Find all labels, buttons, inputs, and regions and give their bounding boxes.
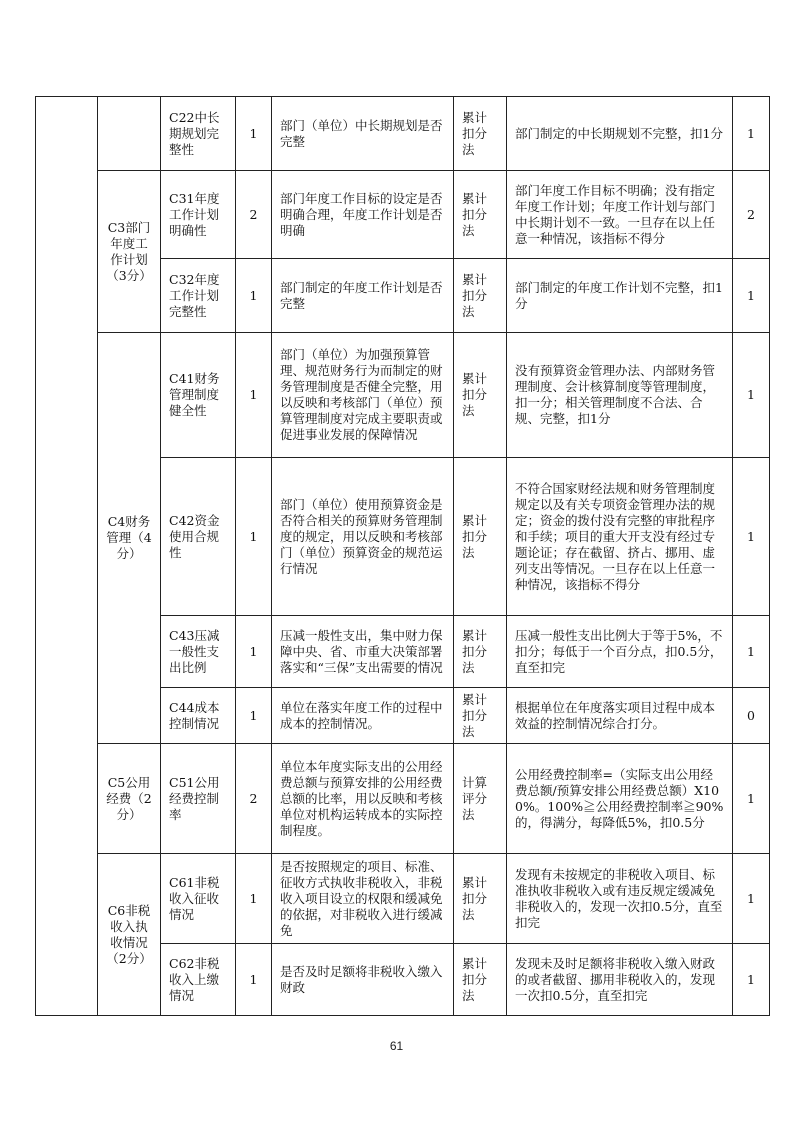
content-cell: 压减一般性支出，集中财力保障中央、省、市重大决策部署落实和“三保”支出需要的情况 bbox=[272, 616, 454, 688]
method-cell: 累计扣分法 bbox=[454, 333, 507, 458]
weight-cell: 1 bbox=[236, 944, 272, 1016]
content-cell: 部门制定的年度工作计划是否完整 bbox=[272, 259, 454, 333]
score-cell: 1 bbox=[733, 944, 770, 1016]
table-row bbox=[36, 744, 770, 854]
content-cell: 单位在落实年度工作的过程中成本的控制情况。 bbox=[272, 688, 454, 744]
table-row bbox=[36, 97, 770, 171]
table-row bbox=[36, 171, 770, 259]
criteria-cell: 根据单位在年度落实项目过程中成本效益的控制情况综合打分。 bbox=[507, 688, 733, 744]
weight-cell: 1 bbox=[236, 97, 272, 171]
page-number: 61 bbox=[389, 1039, 404, 1053]
method-cell: 累计扣分法 bbox=[454, 97, 507, 171]
score-cell: 1 bbox=[733, 259, 770, 333]
method-cell: 累计扣分法 bbox=[454, 688, 507, 744]
score-cell: 1 bbox=[733, 97, 770, 171]
content-cell: 是否及时足额将非税收入缴入财政 bbox=[272, 944, 454, 1016]
content-cell: 部门年度工作目标的设定是否明确合理，年度工作计划是否明确 bbox=[272, 171, 454, 259]
indicator-cell: C42资金使用合规性 bbox=[161, 458, 236, 616]
table-row bbox=[36, 854, 770, 944]
indicator-cell: C61非税收入征收情况 bbox=[161, 854, 236, 944]
method-cell: 累计扣分法 bbox=[454, 616, 507, 688]
score-cell: 1 bbox=[733, 458, 770, 616]
weight-cell: 1 bbox=[236, 333, 272, 458]
indicator-cell: C51公用经费控制率 bbox=[161, 744, 236, 854]
weight-cell: 1 bbox=[236, 616, 272, 688]
weight-cell: 1 bbox=[236, 259, 272, 333]
method-cell: 累计扣分法 bbox=[454, 259, 507, 333]
indicator-cell: C41财务管理制度健全性 bbox=[161, 333, 236, 458]
criteria-cell: 公用经费控制率=（实际支出公用经费总额/预算安排公用经费总额）X100%。100%≧公用经费控制率≧90%的，得满分，每降低5%，扣0.5分 bbox=[507, 744, 733, 854]
subcategory-cell-blank bbox=[98, 97, 161, 171]
weight-cell: 2 bbox=[236, 744, 272, 854]
weight-cell: 2 bbox=[236, 171, 272, 259]
content-cell: 部门（单位）中长期规划是否完整 bbox=[272, 97, 454, 171]
indicator-cell: C31年度工作计划明确性 bbox=[161, 171, 236, 259]
criteria-cell: 不符合国家财经法规和财务管理制度规定以及有关专项资金管理办法的规定；资金的拨付没有完整的审批程序和手续；项目的重大开支没有经过专题论证；存在截留、挤占、挪用、虚列支出等情况。一旦存在以上任意一种情况，该指标不得分 bbox=[507, 458, 733, 616]
weight-cell: 1 bbox=[236, 458, 272, 616]
method-cell: 累计扣分法 bbox=[454, 944, 507, 1016]
method-cell: 累计扣分法 bbox=[454, 854, 507, 944]
criteria-cell: 发现有未按规定的非税收入项目、标准执收非税收入或有违反规定缓减免非税收入的，发现一次扣0.5分，直至扣完 bbox=[507, 854, 733, 944]
score-cell: 1 bbox=[733, 333, 770, 458]
indicator-cell: C62非税收入上缴情况 bbox=[161, 944, 236, 1016]
method-cell: 累计扣分法 bbox=[454, 171, 507, 259]
criteria-cell: 部门制定的年度工作计划不完整，扣1分 bbox=[507, 259, 733, 333]
indicator-cell: C32年度工作计划完整性 bbox=[161, 259, 236, 333]
score-cell: 1 bbox=[733, 744, 770, 854]
criteria-cell: 发现未及时足额将非税收入缴入财政的或者截留、挪用非税收入的，发现一次扣0.5分，直至扣完 bbox=[507, 944, 733, 1016]
indicator-cell: C22中长期规划完整性 bbox=[161, 97, 236, 171]
content-cell: 部门（单位）为加强预算管理、规范财务行为而制定的财务管理制度是否健全完整，用以反映和考核部门（单位）预算管理制度对完成主要职责或促进事业发展的保障情况 bbox=[272, 333, 454, 458]
score-cell: 1 bbox=[733, 854, 770, 944]
content-cell: 是否按照规定的项目、标准、征收方式执收非税收入，非税收入项目设立的权限和缓减免的依据，对非税收入进行缓减免 bbox=[272, 854, 454, 944]
score-cell: 2 bbox=[733, 171, 770, 259]
criteria-cell: 部门制定的中长期规划不完整，扣1分 bbox=[507, 97, 733, 171]
indicator-cell: C44成本控制情况 bbox=[161, 688, 236, 744]
method-cell: 计算评分法 bbox=[454, 744, 507, 854]
score-cell: 0 bbox=[733, 688, 770, 744]
subcategory-cell: C6非税收入执收情况（2分） bbox=[98, 854, 161, 1016]
section-cell-blank bbox=[36, 97, 98, 1016]
content-cell: 部门（单位）使用预算资金是否符合相关的预算财务管理制度的规定，用以反映和考核部门（单位）预算资金的规范运行情况 bbox=[272, 458, 454, 616]
subcategory-cell: C3部门年度工作计划（3分） bbox=[98, 171, 161, 333]
weight-cell: 1 bbox=[236, 688, 272, 744]
criteria-cell: 压减一般性支出比例大于等于5%，不扣分；每低于一个百分点，扣0.5分，直至扣完 bbox=[507, 616, 733, 688]
criteria-cell: 没有预算资金管理办法、内部财务管理制度、会计核算制度等管理制度，扣一分；相关管理制度不合法、合规、完整，扣1分 bbox=[507, 333, 733, 458]
subcategory-cell: C4财务管理（4分） bbox=[98, 333, 161, 744]
content-cell: 单位本年度实际支出的公用经费总额与预算安排的公用经费总额的比率，用以反映和考核单位对机构运转成本的实际控制程度。 bbox=[272, 744, 454, 854]
table-row bbox=[36, 333, 770, 458]
evaluation-table bbox=[35, 96, 770, 1016]
indicator-cell: C43压减一般性支出比例 bbox=[161, 616, 236, 688]
criteria-cell: 部门年度工作目标不明确；没有指定年度工作计划；年度工作计划与部门中长期计划不一致。一旦存在以上任意一种情况，该指标不得分 bbox=[507, 171, 733, 259]
score-cell: 1 bbox=[733, 616, 770, 688]
weight-cell: 1 bbox=[236, 854, 272, 944]
method-cell: 累计扣分法 bbox=[454, 458, 507, 616]
subcategory-cell: C5公用经费（2分） bbox=[98, 744, 161, 854]
